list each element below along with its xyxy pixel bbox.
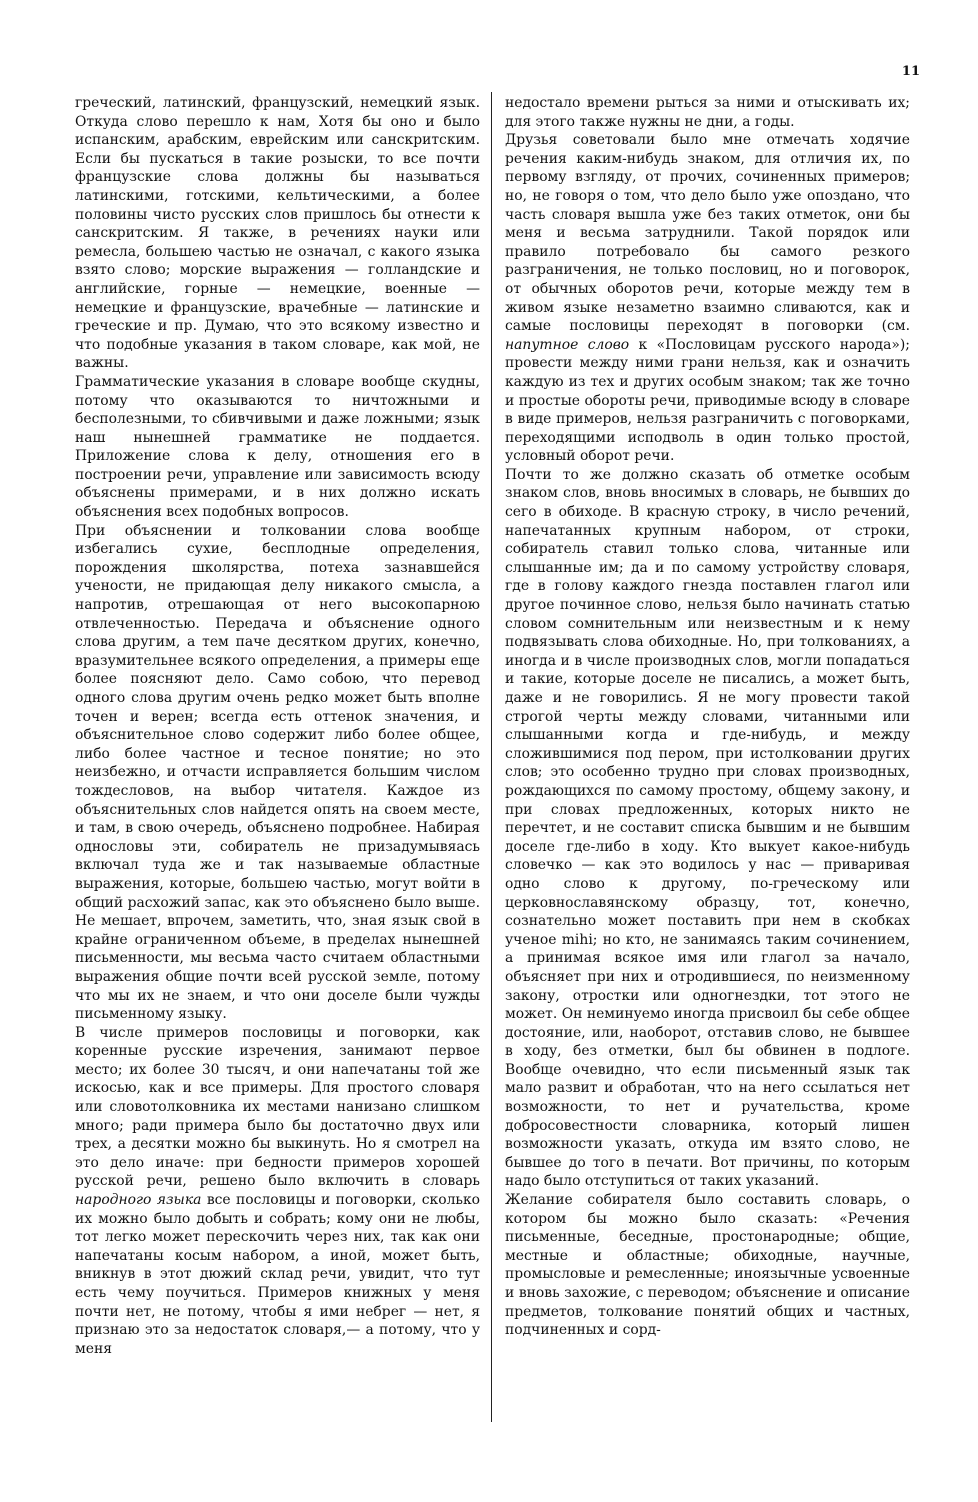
column-divider bbox=[491, 92, 492, 1422]
paragraph bbox=[505, 131, 910, 466]
text-span: все пословицы и поговорки, сколько их можно было добыть и собрать; кому они не любы, тот легко может перескочить через них, так как они напечатаны косым набором, а иной, может быть, вникнув в этот дюжий склад речи, увидит, что тут есть чему поучиться. Примеров книжных у меня почти нет, не потому, чтобы я ими небрег — нет, я признаю это за недостаток словаря,— а потому, что у меня bbox=[75, 1192, 480, 1357]
paragraph bbox=[505, 1191, 910, 1340]
paragraph bbox=[75, 373, 480, 522]
paragraph bbox=[505, 466, 910, 1191]
page-number: 11 bbox=[901, 64, 920, 79]
left-column bbox=[75, 94, 480, 1358]
text-span: В числе примеров пословицы и поговорки, как коренные русские изречения, занимают первое место; их более 30 тысяч, и они напечатаны той же искосью, как и все примеры. Для простого словаря или словотолковника их местами нанизано слишком много; ради примера было бы достаточно двух или трех, а десятки можно бы выкинуть. Но я смотрел на это дело иначе: при бедности примеров хорошей русской речи, решено было включить в словарь bbox=[75, 1024, 480, 1190]
paragraph bbox=[75, 522, 480, 1024]
text-span: Желание собирателя было составить словарь, о котором бы можно было сказать: «Речения письменные, беседные, простонародные; общие, местные и областные; обиходные, научные, промысловые и ремесленные; иноязычные усвоенные и вновь захожие, с переводом; объяснение и описание предметов, толкование понятий общих и частных, подчиненных и сорд- bbox=[505, 1192, 910, 1339]
paragraph bbox=[75, 94, 480, 373]
paragraph bbox=[75, 1024, 480, 1359]
right-column bbox=[505, 94, 910, 1340]
text-span: Друзья советовали было мне отмечать ходячие речения каким-нибудь знаком, для отличия их, по первому взгляду, от прочих, сочиненных примеров; но, не говоря о том, что дело было уже опоздано, что часть словаря вышла уже без таких отметок, они бы меня и весьма затруднили. Такой порядок или правило потребовало бы самого резкого разграничения, не только пословиц, но и поговорок, от обычных оборотов речи, которые между тем в живом языке незаметно взаимно сливаются, как и самые пословицы переходят в поговорки (см. bbox=[505, 132, 910, 335]
text-span: греческий, латинский, французский, немецкий язык. Откуда слово перешло к нам, Хотя бы оно и было испанским, арабским, еврейским или санскритским. Если бы пускаться в такие розыски, то все почти французские слова должны бы называться латинскими, готскими, кельтическими, а более половины чистo русских слов пришлось бы отнести к санскритским. Я также, в речениях науки или ремесла, большею частью не означал, с какого языка взято слово; морские выражения — голландские и английские, горные — немецкие, военные — немецкие и французские, врачебные — латинские и греческие и пр. Думаю, что это всякому известно и что подобные указания в таком словаре, как мой, не важны. bbox=[75, 95, 480, 372]
text-span: Грамматические указания в словаре вообще скудны, потому что оказываются то ничтожными и бесполезными, то сбивчивыми и даже ложными; язык наш нынешней грамматике не поддается. Приложение слова к делу, отношения его в построении речи, управление или зависимость всюду объяснены примерами, и в них должно искать объяснения всех подобных вопросов. bbox=[75, 373, 480, 521]
text-span: При объяснении и толковании слова вообще избегались сухие, бесплодные определения, порождения школярства, потеха зазнавшейся учености, не придающая делу никакого смысла, а напротив, отрешающая от него высокопарною отвлеченностью. Передача и объяснение одного слова другим, а тем паче десятком других, конечно, вразумительнее всякого определения, а примеры еще более поясняют дело. Само собою, что перевод одного слова другим очень редко может быть вполне точен и верен; всегда есть оттенок значения, и объяснительное слово содержит либо более общее, либо более частное и тесное понятие; но это неизбежно, и отчасти исправляется большим числом тождесловов, на выбор читателя. Каждое из объяснительных слов найдется опять на своем месте, и там, в свою очередь, объяснено подробнее. Набирая однословы эти, собиратель не призадумывяась включал туда же и так называемые областные выражения, которые, большею частью, могут войти в общий расхожий запас, как это объяснено было выше. Не мешает, впрочем, заметить, что, зная язык свой в крайне ограниченном объеме, в пределах нынешней письменности, мы весьма часто считаем областными выражения общие почти всей русской земле, потому что мы их не знаем, и что они доселе были чужды письменному языку. bbox=[75, 522, 480, 1023]
italic-text-span: напутное слово bbox=[505, 336, 630, 353]
text-span: Почти то же должно сказать об отметке особым знаком слов, вновь вносимых в словарь, не бывших до сего в обиходе. В красную строку, в число речений, напечатанных крупным набором, от строки, собиратель ставил только слова, читанные или слышанные им; да и по самому устройству словаря, где в голову каждого гнезда поставлен глагол или другое починное слово, нельзя было начинать статью словом сомнительным или неизвестным и к нему подвязывать слова обиходные. Но, при толкованиях, а иногда и в числе производных слов, могли попадаться и такие, которые доселе не писались, а может быть, даже и не говорились. Я не могу провести такой строгой черты между словами, читанными или слышанными когда и где-нибудь, и между сложившимися под пером, при истолковании других слов; это особенно трудно при словах производных, рождающихся по самому простому, общему закону, и при словах предложенных, которых никто не перечтет, и не составит списка бывшим и не бывшим доселе где-либо в ходу. Кто выкует какое-нибудь словечко — как это водилось у нас — приваривая одно слово к другому, по-греческому или церковнославянскому образцу, тот, конечно, сознательно может поставить при нем в скобках ученое mihi; но кто, не занимаясь таким сочинением, а принимая всякое имя или глагол за начало, объясняет при них и отродившиеся, по неизменному закону, отростки или одногнездки, тот этого не может. Он неминуемо иногда присвоил бы себе общее достояние, или, наоборот, отставив слово, не бывшее в ходу, без отметки, был бы обвинен в подлоге. Вообще очевидно, что если письменный язык так мало развит и обработан, что на него ссылаться нет возможности, то нет и ручательства, кроме добросовестности словарника, который лишен возможности указать, откуда им взято слово, не бывшее до того в печати. Вот причины, по которым надо было отступиться от таких указаний. bbox=[505, 466, 910, 1190]
paragraph bbox=[505, 94, 910, 131]
text-span: недостало времени рыться за ними и отыскивать их; для этого также нужны не дни, а годы. bbox=[505, 95, 910, 130]
text-span: к «Пословицам русского народа»); провести между ними грани нельзя, как и означить каждую из тех и других особым знаком; так же точно и простые обороты речи, приводимые всюду в словаре в виде примеров, нельзя разграничить с поговорками, переходящими исподволь в один только простой, условный оборот речи. bbox=[505, 336, 910, 465]
italic-text-span: народного языка bbox=[75, 1192, 202, 1209]
